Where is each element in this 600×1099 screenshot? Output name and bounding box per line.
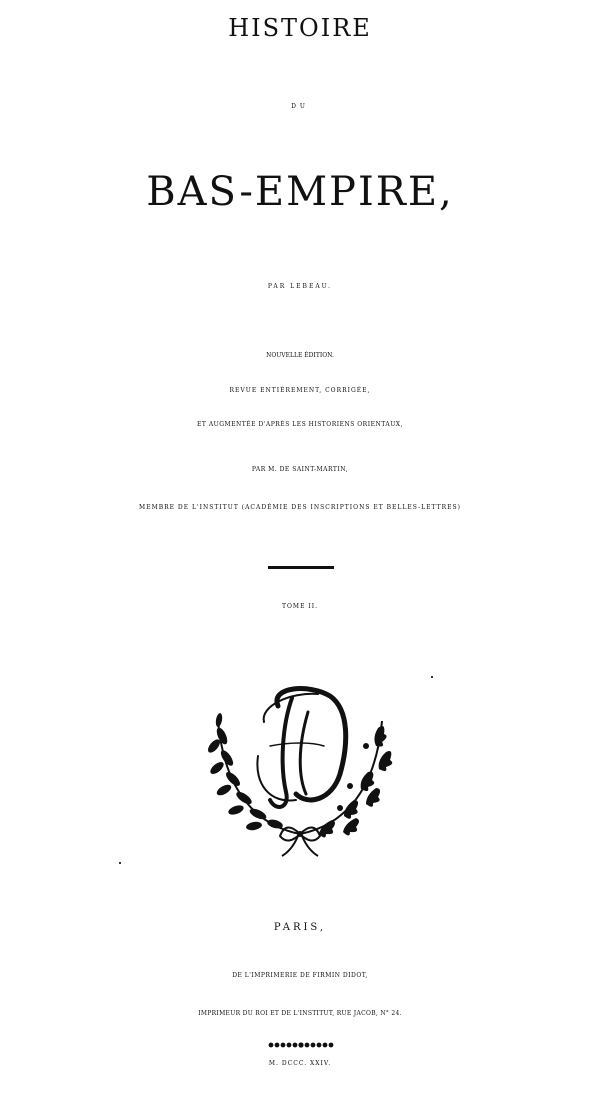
book-subject: BAS-EMPIRE, bbox=[146, 169, 454, 215]
paper-speck bbox=[119, 862, 121, 864]
volume-number: TOME II. bbox=[282, 603, 318, 610]
edition-line: NOUVELLE ÉDITION. bbox=[266, 352, 334, 359]
monogram-wreath-icon bbox=[200, 676, 400, 862]
editor-line: PAR M. DE SAINT-MARTIN, bbox=[251, 466, 349, 473]
printer-name: DE L'IMPRIMERIE DE FIRMIN DIDOT, bbox=[232, 972, 368, 979]
revision-line: REVUE ENTIÈREMENT, CORRIGÉE, bbox=[229, 387, 371, 394]
editor-affiliation: MEMBRE DE L'INSTITUT (ACADÉMIE DES INSCRIPTIONS ET BELLES-LETTRES) bbox=[139, 504, 461, 511]
printer-details: IMPRIMEUR DU ROI ET DE L'INSTITUT, RUE JACOB, N° 24. bbox=[198, 1010, 402, 1017]
paper-speck bbox=[431, 676, 433, 678]
publication-date: M. DCCC. XXIV. bbox=[268, 1060, 332, 1067]
augmentation-line: ET AUGMENTÉE D'APRÈS LES HISTORIENS ORIENTAUX, bbox=[197, 421, 403, 428]
ornamental-rule bbox=[268, 1042, 334, 1048]
book-author: PAR LEBEAU. bbox=[267, 283, 333, 290]
publication-city: PARIS, bbox=[273, 922, 327, 933]
book-title: HISTOIRE bbox=[228, 14, 372, 42]
divider-rule bbox=[268, 566, 334, 569]
title-conjunction: DU bbox=[291, 103, 309, 110]
